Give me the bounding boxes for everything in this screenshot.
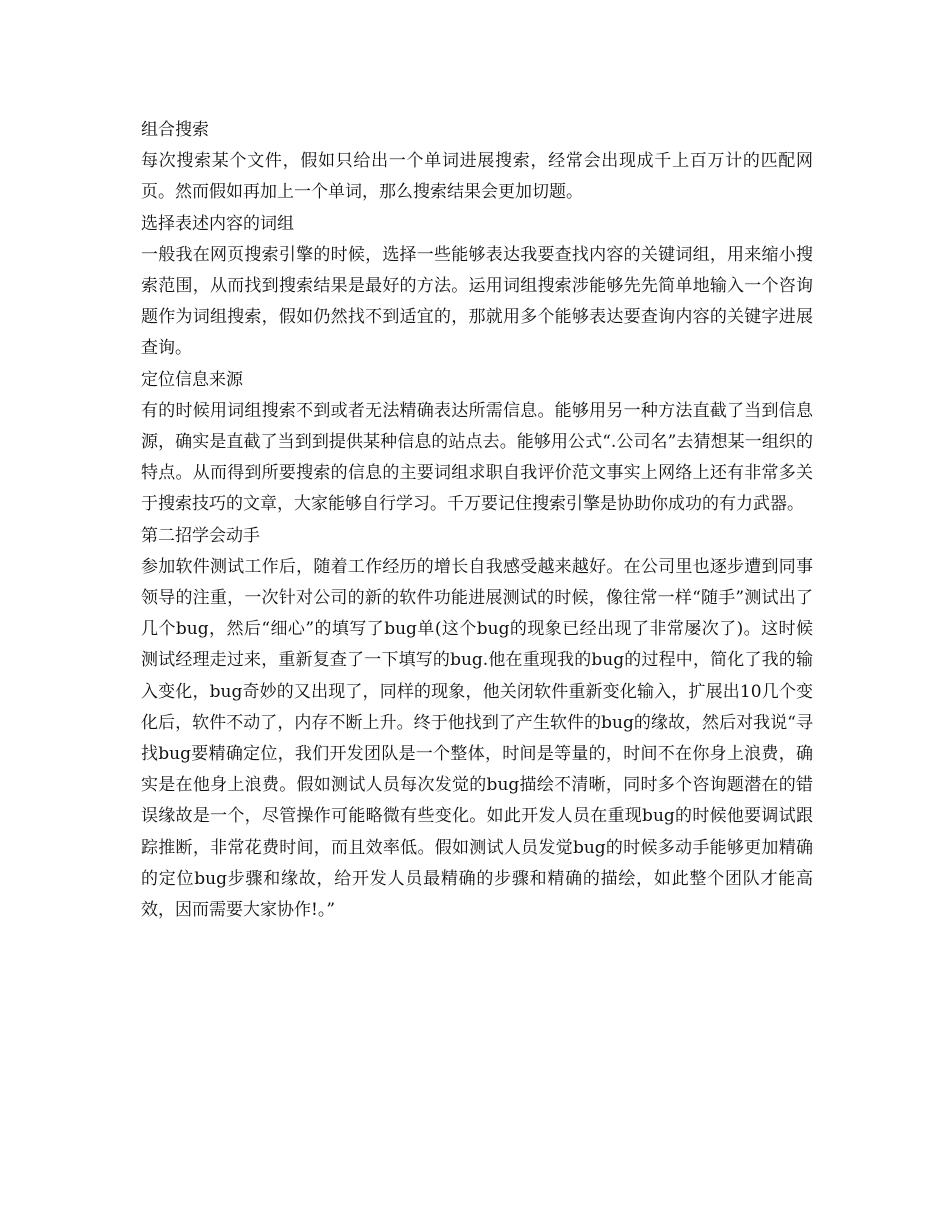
section-heading-combined-search: 组合搜索 [141,120,209,140]
paragraph-combined-search: 每次搜索某个文件，假如只给出一个单词进展搜索，经常会出现成千上百万计的匹配网页。然而假如再加上一个单词，那么搜索结果会更加切题。 [141,151,813,203]
document-body [141,115,813,926]
paragraph-hands-on: 参加软件测试工作后，随着工作经历的增长自我感受越来越好。在公司里也逐步遭到同事领导的注重，一次针对公司的新的软件功能进展测试的时候，像往常一样“随手”测试出了几个bug，然后“细心”的填写了bug单(这个bug的现象已经出现了非常屡次了)。这时候测试经理走过来，重新复查了一下填写的bug.他在重现我的bug的过程中，简化了我的输入变化，bug奇妙的又出现了，同样的现象，他关闭软件重新变化输入，扩展出10几个变化后，软件不动了，内存不断上升。终于他找到了产生软件的bug的缘故，然后对我说“寻找bug要精确定位，我们开发团队是一个整体，时间是等量的，时间不在你身上浪费，确实是在他身上浪费。假如测试人员每次发觉的bug描绘不清晰，同时多个咨询题潜在的错误缘故是一个，尽管操作可能略微有些变化。如此开发人员在重现bug的时候他要调试跟踪推断，非常花费时间，而且效率低。假如测试人员发觉bug的时候多动手能够更加精确的定位bug步骤和缘故，给开发人员最精确的步骤和精确的描绘，如此整个团队才能高效，因而需要大家协作!。” [141,556,813,921]
paragraph-phrase-selection: 一般我在网页搜索引擎的时候，选择一些能够表达我要查找内容的关键词组，用来缩小搜索范围，从而找到搜索结果是最好的方法。运用词组搜索涉能够先先简单地输入一个咨询题作为词组搜索，假如仍然找不到适宜的，那就用多个能够表达要查询内容的关键字进展查询。 [141,244,813,359]
section-heading-phrase-selection: 选择表述内容的词组 [141,213,294,234]
section-heading-hands-on: 第二招学会动手 [141,525,260,546]
section-heading-locate-source: 定位信息来源 [141,369,243,390]
paragraph-locate-source: 有的时候用词组搜索不到或者无法精确表达所需信息。能够用另一种方法直截了当到信息源，确实是直截了当到到提供某种信息的站点去。能够用公式“.公司名”去猜想某一组织的特点。从而得到所要搜索的信息的主要词组求职自我评价范文事实上网络上还有非常多关于搜索技巧的文章，大家能够自行学习。千万要记住搜索引擎是协助你成功的有力武器。 [141,400,813,515]
